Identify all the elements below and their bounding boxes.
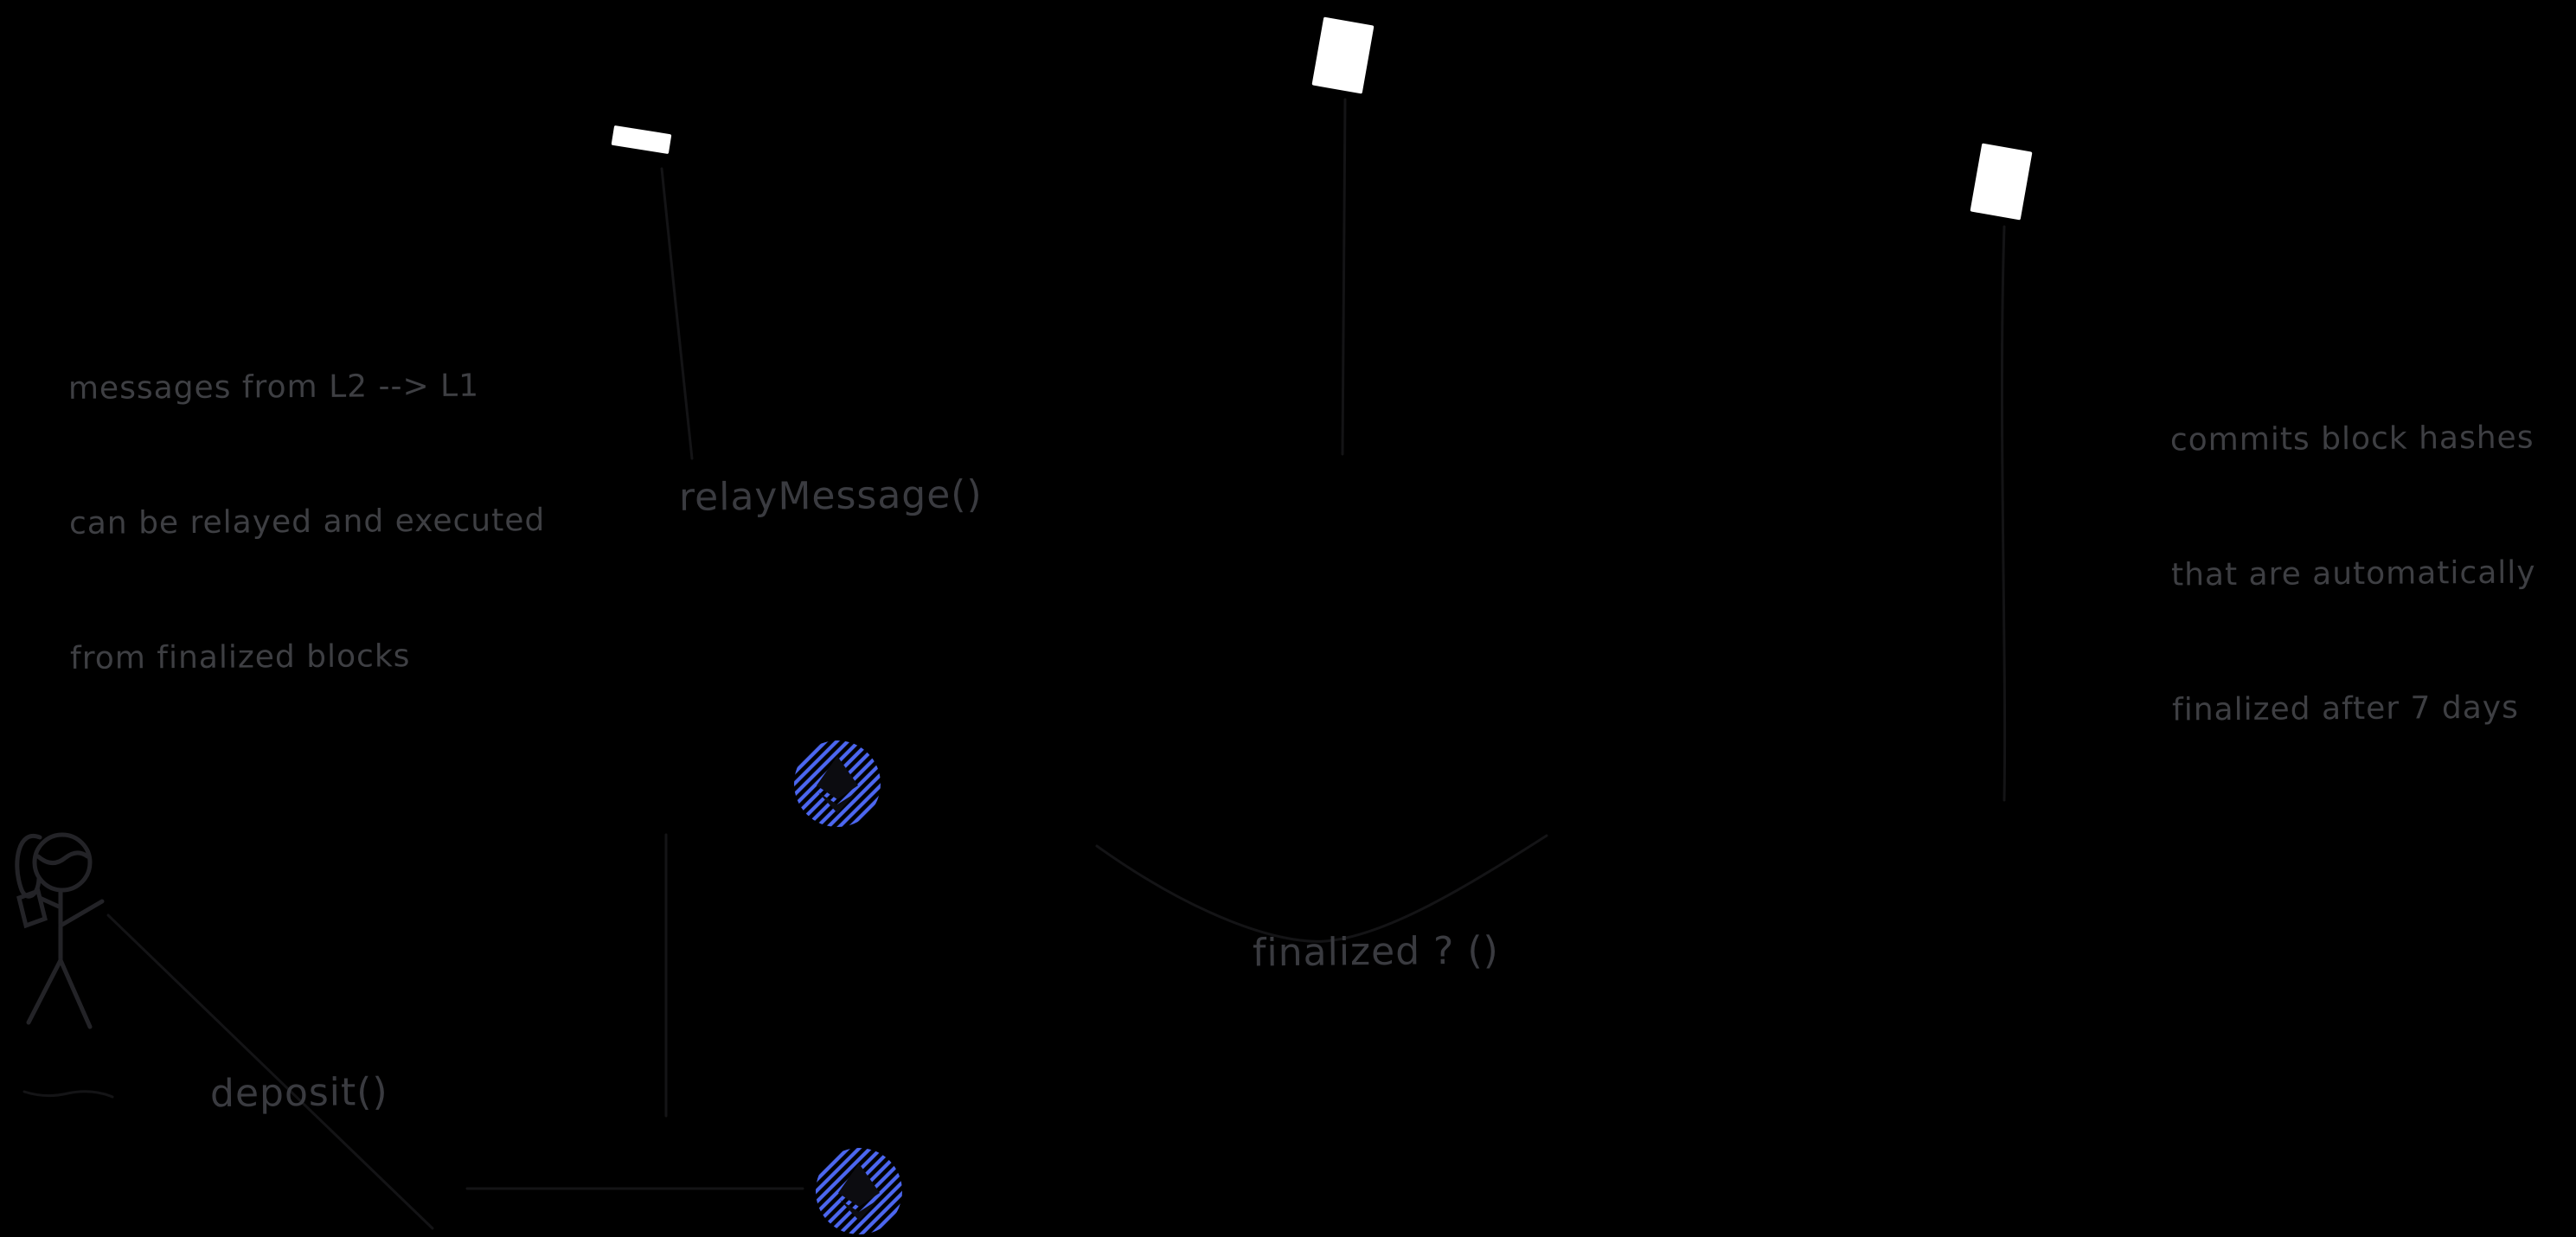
note-line: can be relayed and executed [68, 503, 546, 542]
ghost-curve-finalized [1097, 836, 1547, 941]
note-line: from finalized blocks [69, 638, 411, 676]
stick-figure-right-leg [61, 960, 90, 1027]
ghost-line-under-paper-3 [2002, 227, 2004, 800]
stick-figure-hair [38, 853, 87, 863]
label-relay-message: relayMessage() [678, 472, 983, 520]
stick-figure-right-arm [61, 901, 102, 926]
user-stick-figure [17, 835, 102, 1027]
note-line: finalized after 7 days [2171, 689, 2520, 728]
note-messages-relayed [67, 273, 547, 772]
ghost-line-under-paper-1 [662, 169, 692, 458]
note-line: that are automatically [2170, 554, 2536, 593]
eth-circle-top [794, 740, 881, 827]
label-deposit: deposit() [209, 1069, 388, 1117]
note-commits-block-hashes [2169, 326, 2538, 824]
note-line: messages from L2 --> L1 [67, 368, 480, 407]
stick-figure-left-leg [29, 960, 61, 1022]
label-finalized-check: finalized ? () [1252, 928, 1500, 976]
ghost-scribble [24, 1092, 112, 1097]
ghost-line-under-paper-2 [1342, 99, 1345, 454]
eth-circle-bottom [816, 1148, 902, 1234]
note-line: commits block hashes [2169, 420, 2534, 458]
